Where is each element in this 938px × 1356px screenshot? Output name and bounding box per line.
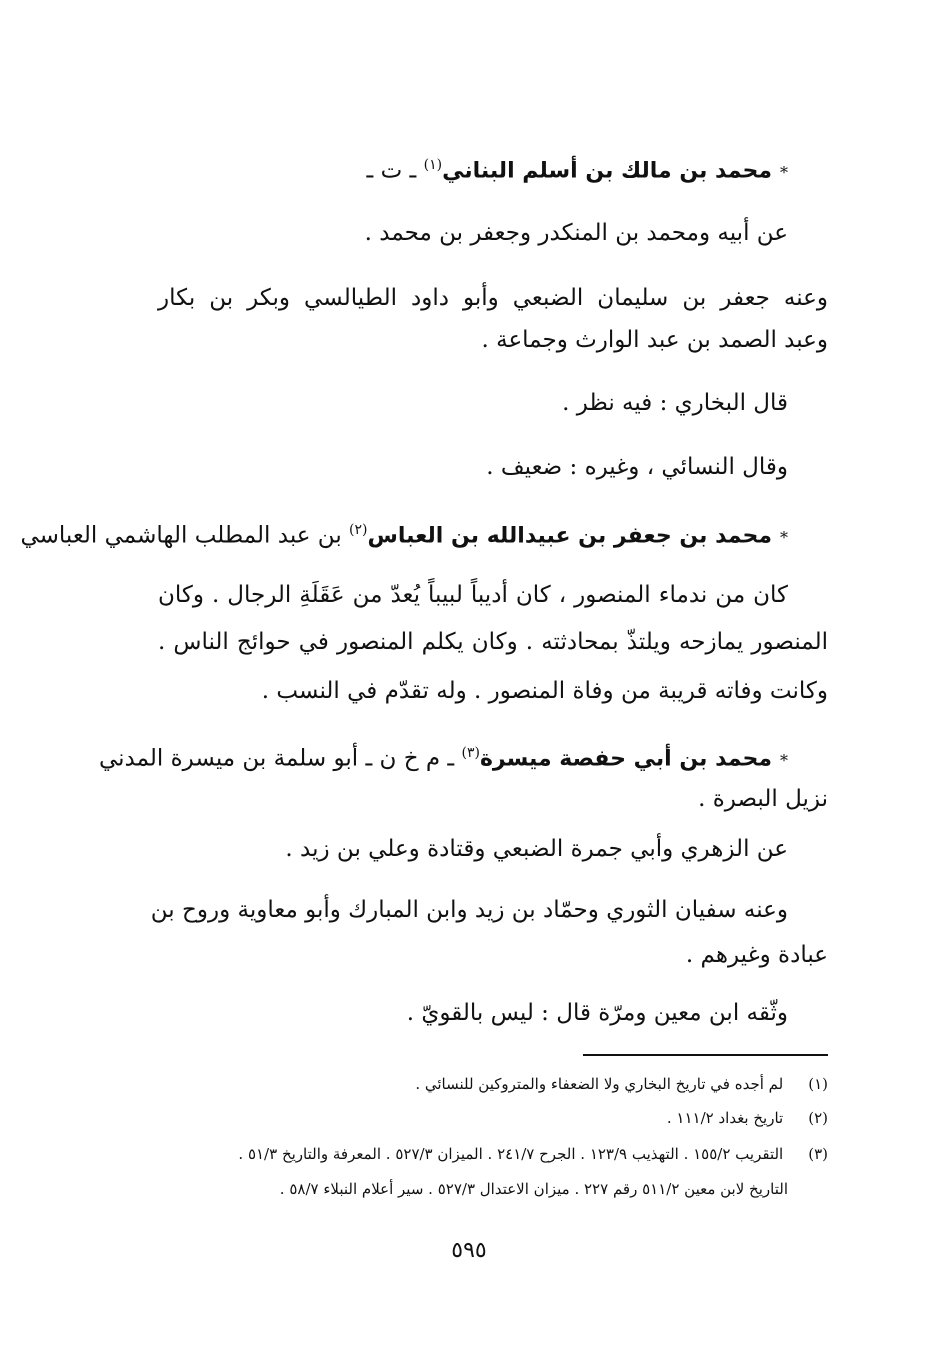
entry-name: محمد بن مالك بن أسلم البناني: [442, 158, 772, 184]
entry-name: محمد بن جعفر بن عبيدالله بن العباس: [367, 523, 772, 549]
entry-name: محمد بن أبي حفصة ميسرة: [479, 746, 772, 772]
footnote-text: التاريخ لابن معين ٥١١/٢ رقم ٢٢٧ . ميزان الاعتدال ٥٢٧/٣ . سير أعلام النبلاء ٥٨/٧ .: [279, 1180, 788, 1198]
text-line: كان من ندماء المنصور ، كان أديباً لبيباً يُعدّ من عَقَلَةِ الرجال . وكان: [158, 582, 788, 608]
text-line: وعنه سفيان الثوري وحمّاد بن زيد وابن المبارك وأبو معاوية وروح بن: [150, 897, 788, 923]
text-line: وكانت وفاته قريبة من وفاة المنصور . وله تقدّم في النسب .: [261, 678, 828, 704]
footnote-1: [158, 1072, 828, 1096]
entry-suffix: بن عبد المطلب الهاشمي العباسي: [20, 522, 342, 549]
entry-heading-1: [158, 150, 788, 188]
text-line: عبادة وغيرهم .: [685, 942, 828, 968]
footnote-ref: (٣): [461, 745, 480, 761]
text-line: قال البخاري : فيه نظر .: [562, 390, 788, 416]
text-line: عن أبيه ومحمد بن المنكدر وجعفر بن محمد .: [364, 220, 788, 246]
footnote-ref: (٢): [349, 522, 368, 538]
footnote-2: [158, 1106, 828, 1130]
text-line: وثّقه ابن معين ومرّة قال : ليس بالقويّ .: [406, 1000, 788, 1026]
entry-marker: *: [780, 527, 788, 547]
footnote-3-continued: [158, 1177, 788, 1201]
page-number: ٥٩٥: [451, 1238, 487, 1263]
entry-marker: *: [780, 750, 788, 770]
entry-suffix: ـ ت ـ: [366, 157, 417, 184]
footnote-ref: (١): [423, 157, 443, 173]
entry-heading-2: [20, 515, 788, 553]
text-line: وقال النسائي ، وغيره : ضعيف .: [486, 454, 788, 480]
entry-marker: *: [780, 162, 788, 182]
text-line: عن الزهري وأبي جمرة الضبعي وقتادة وعلي بن زيد .: [285, 836, 788, 862]
footnote-3: [158, 1142, 828, 1166]
footnote-text: التقريب ١٥٥/٢ . التهذيب ١٢٣/٩ . الجرح ٢٤١/٧ . الميزان ٥٢٧/٣ . المعرفة والتاريخ ٥١/٣ .: [238, 1145, 784, 1163]
entry-heading-3: [98, 738, 788, 776]
footnote-number: (٢): [808, 1109, 828, 1127]
text-line: وعبد الصمد بن عبد الوارث وجماعة .: [481, 327, 828, 353]
text-line: المنصور يمازحه ويلتذّ بمحادثته . وكان يكلم المنصور في حوائج الناس .: [158, 629, 828, 655]
footnote-number: (٣): [808, 1145, 828, 1163]
footnote-text: تاريخ بغداد ١١١/٢ .: [666, 1109, 784, 1127]
text-line: وعنه جعفر بن سليمان الضبعي وأبو داود الطيالسي وبكر بن بكار: [158, 285, 828, 311]
text-line: نزيل البصرة .: [698, 786, 828, 812]
footnote-text: لم أجده في تاريخ البخاري ولا الضعفاء والمتروكين للنسائي .: [415, 1075, 784, 1093]
footnote-divider: [583, 1054, 828, 1056]
entry-suffix: ـ م خ ن ـ أبو سلمة بن ميسرة المدني: [98, 745, 455, 772]
footnote-number: (١): [808, 1075, 828, 1093]
